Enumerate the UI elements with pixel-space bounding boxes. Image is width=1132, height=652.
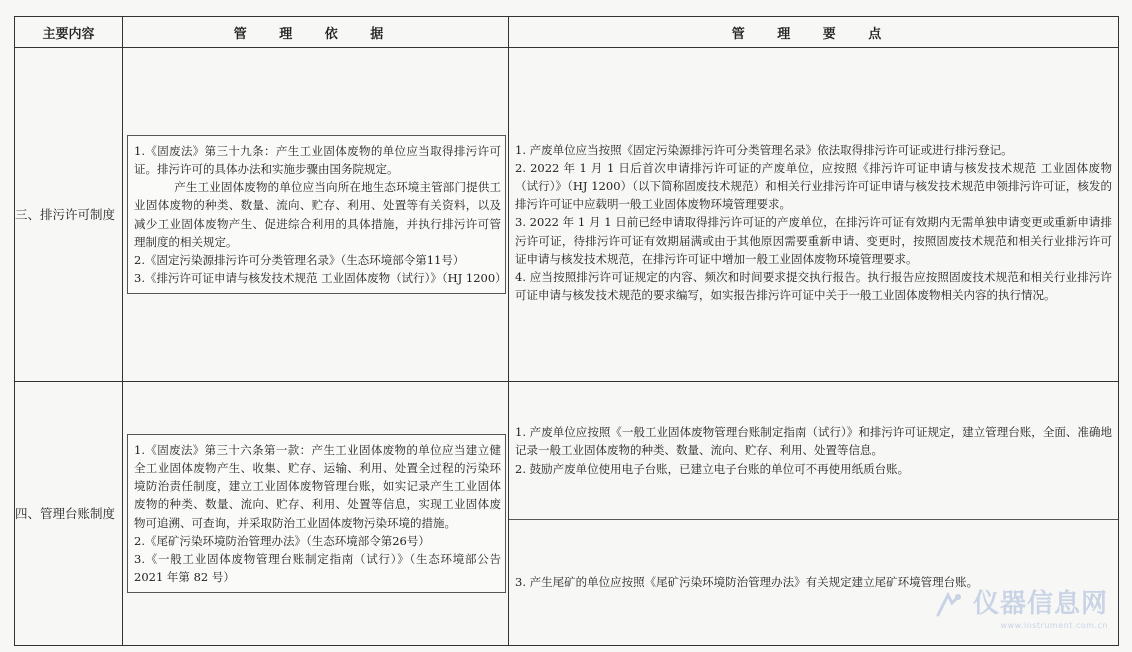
point-item: 3. 2022 年 1 月 1 日前已经申请取得排污许可证的产废单位，在排污许可证有效期内无需单独申请变更或重新申请排污许可证，待排污许可证有效期届满或由于其他原因需要重新申请、变更时，按照固废技术规范和相关行业排污许可证申请与核发技术规范，在排污许可证中增加一般工业固体废物环境管理要求。 <box>515 215 1112 266</box>
points-cell <box>509 48 1119 382</box>
basis-item: 3.《排污许可证申请与核发技术规范 工业固体废物（试行）》（HJ 1200） <box>134 271 507 286</box>
points-sub-cell-top <box>509 382 1118 520</box>
basis-item: 产生工业固体废物的单位应当向所在地生态环境主管部门提供工业固体废物的种类、数量、流向、贮存、利用、处置等有关资料，以及减少工业固体废物产生、促进综合利用的具体措施，并执行排污许可管理制度的相关规定。 <box>134 180 501 249</box>
basis-item: 2.《固定污染源排污许可分类管理名录》（生态环境部令第11号） <box>134 252 465 267</box>
basis-item: 3.《一般工业固体废物管理台账制定指南（试行）》（生态环境部公告 2021 年第 82 号） <box>134 551 501 585</box>
point-item: 2. 2022 年 1 月 1 日后首次申请排污许可证的产废单位，应按照《排污许可证申请与核发技术规范 工业固体废物（试行）》（HJ 1200）（以下简称固废技术规范）和相关行业排污许可证申请与核发技术规范申领排污许可证，核发的排污许可证中应载明一般工业固体废物环境管理要求。 <box>515 160 1112 212</box>
basis-box <box>127 434 506 594</box>
point-item: 1. 产废单位应按照《一般工业固体废物管理台账制定指南（试行）》和排污许可证规定，建立管理台账，全面、准确地记录一般工业固体废物的种类、数量、流向、贮存、利用、处置等信息。 <box>515 425 1112 458</box>
basis-box <box>127 135 506 295</box>
watermark-url: www.instrument.com.cn <box>1000 621 1108 630</box>
points-box <box>509 567 984 597</box>
header-row <box>15 17 1119 48</box>
basis-item: 2.《尾矿污染环境防治管理办法》（生态环境部令第26号） <box>134 533 430 548</box>
watermark <box>934 583 1108 631</box>
point-item: 1. 产废单位应当按照《固定污染源排污许可分类管理名录》依法取得排污许可证或进行排污登记。 <box>515 142 1013 157</box>
watermark-text: 仪器信息网 <box>972 588 1108 619</box>
header-main-content: 主要内容 <box>15 17 123 48</box>
basis-item: 1.《固废法》第三十六条第一款：产生工业固体废物的单位应当建立健全工业固体废物产生、收集、贮存、运输、利用、处置全过程的污染环境防治责任制度，建立工业固体废物管理台账，如实记录产生工业固体废物的种类、数量、流向、贮存、利用、处置等信息，实现工业固体废物可追溯、可查询，并采取防治工业固体废物污染环境的措施。 <box>134 442 501 530</box>
basis-item: 1.《固废法》第三十九条：产生工业固体废物的单位应当取得排污许可证。排污许可的具体办法和实施步骤由国务院规定。 <box>134 143 501 176</box>
point-item: 3. 产生尾矿的单位应按照《尾矿污染环境防治管理办法》有关规定建立尾矿环境管理台账。 <box>515 574 979 589</box>
table-row <box>15 48 1119 382</box>
header-management-points: 管 理 要 点 <box>509 17 1119 48</box>
header-management-basis: 管 理 依 据 <box>123 17 509 48</box>
point-item: 2. 鼓励产废单位使用电子台账，已建立电子台账的单位可不再使用纸质台账。 <box>515 461 910 476</box>
points-box <box>509 417 1118 484</box>
category-cell: 三、排污许可制度 <box>15 48 123 382</box>
category-cell: 四、管理台账制度 <box>15 382 123 646</box>
management-table <box>14 16 1119 646</box>
point-item: 4. 应当按照排污许可证规定的内容、频次和时间要求提交执行报告。执行报告应按照固废技术规范和相关行业排污许可证申请与核发技术规范的要求编写，如实报告排污许可证中关于一般工业固体废物相关内容的执行情况。 <box>515 270 1112 303</box>
points-box <box>509 119 1118 311</box>
basis-cell <box>123 382 509 646</box>
watermark-logo-icon <box>934 591 964 623</box>
basis-cell <box>123 48 509 382</box>
